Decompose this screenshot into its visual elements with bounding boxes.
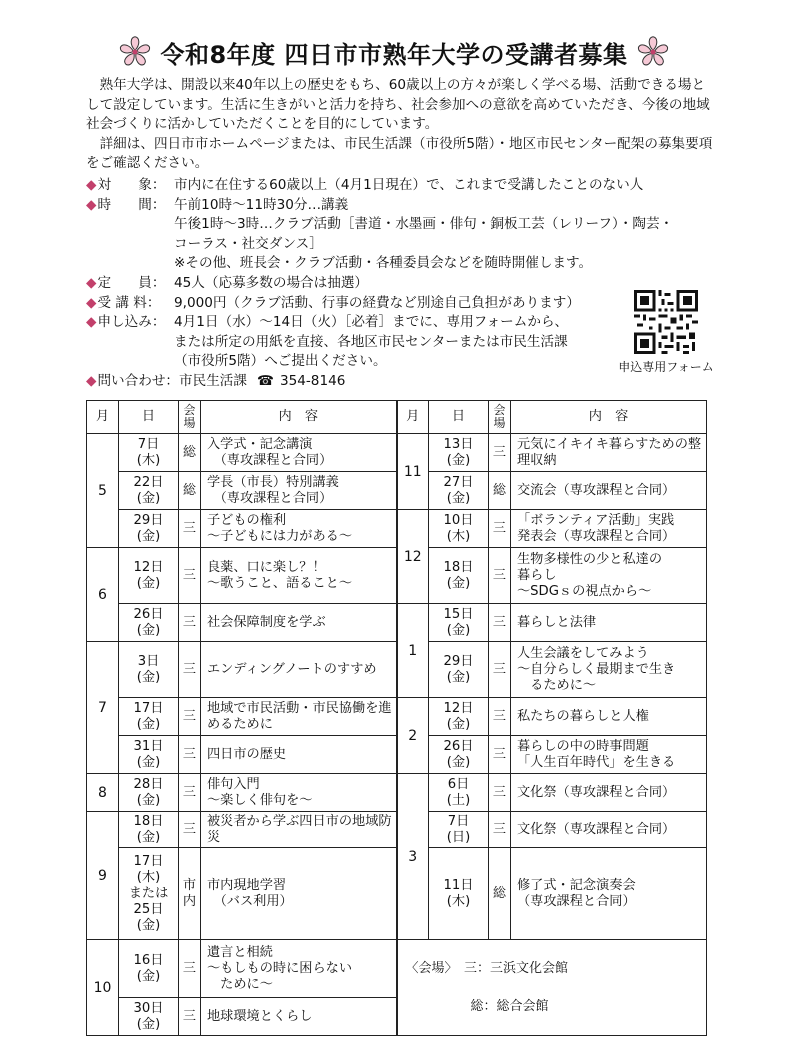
table-row: 5 7日 (木) 総 入学式・記念講演 （専攻課程と合同） 11 13日 (金) 三 元気にイキイキ暮らすための整理収納: [87, 434, 707, 472]
table-row: 31日 (金) 三 四日市の歴史 26日 (金) 三 暮らしの中の時事問題 「人生百年時代」を生きる: [87, 736, 707, 774]
diamond-icon: ◆: [86, 294, 97, 311]
table-row: 30日 (金) 三 地球環境とくらし: [87, 998, 707, 1036]
info-block: ◆ 対 象： 市内に在住する60歳以上（4月1日現在）で、これまで受講したことのない人 ◆ 時 間： 午前10時～11時30分…講義 午後1時～3時…クラブ活動［書道・水墨画・俳句・銅板工芸（レリーフ）・陶芸・ コーラス・社交ダンス］ ※その他、班長会・クラブ活動・各種委員会などを随時開催します。 ◆ 定 員： 45人（応募多数の場合は抽選） ◆ 受 講 料： 9,000円（クラブ活動、行事の経費など別途自己負担があります） ◆ 申し込み： 4月1日（水）～14日（火）［必着］までに、専用フォームから、 または所定の用紙を直接、各地区市民センターまたは市民生活課 （市役所5階）へご提出ください。 ◆ 問い合わせ： 市民生活課 ☎ 354-8146: [86, 176, 726, 392]
sakura-icon: [118, 35, 152, 69]
table-row: 17日 (木) または 25日 (金) 市 内 市内現地学習 （バス利用） 11日 (木) 総 修了式・記念演奏会 （専攻課程と合同）: [87, 848, 707, 940]
table-row: 7 3日 (金) 三 エンディングノートのすすめ 29日 (金) 三 人生会議をしてみよう ～自分らしく最期まで生き るために～: [87, 642, 707, 698]
table-row: 29日 (金) 三 子どもの権利 ～子どもには力がある～ 12 10日 (木) 三 「ボランティア活動」実践 発表会（専攻課程と合同）: [87, 510, 707, 548]
info-capacity: ◆ 定 員： 45人（応募多数の場合は抽選）: [86, 274, 726, 294]
venue-legend: 〈会場〉 三：三浜文化会館 総：総合会館: [397, 940, 707, 1036]
table-row: 9 18日 (金) 三 被災者から学ぶ四日市の地域防災 7日 (日) 三 文化祭（専攻課程と合同）: [87, 812, 707, 848]
table-row: 17日 (金) 三 地域で市民活動・市民協働を進めるために 2 12日 (金) 三 私たちの暮らしと人権: [87, 698, 707, 736]
table-row: 26日 (金) 三 社会保障制度を学ぶ 1 15日 (金) 三 暮らしと法律: [87, 604, 707, 642]
diamond-icon: ◆: [86, 177, 97, 193]
title-row: [0, 32, 788, 72]
info-target: ◆ 対 象： 市内に在住する60歳以上（4月1日現在）で、これまで受講したことのない人: [86, 176, 726, 196]
intro-paragraph: 熟年大学は、開設以来40年以上の歴史をもち、60歳以上の方々が楽しく学べる場、活動できる場として設定しています。生活に生きがいと活力を持ち、社会参加への意欲を高めていただき、今後の地域社会づくりに活かしていただくことを目的にしています。: [86, 77, 710, 133]
info-time: ◆ 時 間： 午前10時～11時30分…講義: [86, 196, 726, 216]
info-apply: ◆ 申し込み： 4月1日（水）～14日（火）［必着］までに、専用フォームから、: [86, 313, 726, 333]
info-fee: ◆ 受 講 料： 9,000円（クラブ活動、行事の経費など別途自己負担があります）: [86, 294, 726, 314]
qr-code[interactable]: [634, 290, 698, 354]
diamond-icon: ◆: [86, 274, 97, 291]
schedule-table: [86, 400, 707, 1036]
table-row: 6 12日 (金) 三 良薬、口に楽し？！ ～歌うこと、語ること～ 18日 (金) 三 生物多様性の少と私達の 暮らし ～SDGｓの視点から～: [87, 548, 707, 604]
table-header-row: 月 日 会場 内 容 月 日 会場 内 容: [87, 401, 707, 434]
diamond-icon: ◆: [86, 314, 97, 331]
qr-caption: 申込専用フォーム: [618, 360, 714, 374]
table-row: 10 16日 (金) 三 遺言と相続 ～もしもの時に困らない ために～ 〈会場〉 三：三浜文化会館 総：総合会館: [87, 940, 707, 998]
page-title: 令和8年度 四日市市熟年大学の受講者募集: [160, 40, 628, 69]
diamond-icon: ◆: [86, 196, 97, 213]
sakura-icon: [636, 35, 670, 69]
table-row: 22日 (金) 総 学長（市長）特別講義 （専攻課程と合同） 27日 (金) 総 交流会（専攻課程と合同）: [87, 472, 707, 510]
intro-paragraph: 詳細は、四日市市ホームページまたは、市民生活課（市役所5階）・地区市民センター配架の募集要項をご確認ください。: [86, 135, 713, 172]
table-row: 8 28日 (金) 三 俳句入門 ～楽しく俳句を～ 3 6日 (土) 三 文化祭（専攻課程と合同）: [87, 774, 707, 812]
info-contact: ◆ 問い合わせ： 市民生活課 ☎ 354-8146: [86, 372, 726, 392]
intro-text: [86, 76, 714, 174]
diamond-icon: ◆: [86, 372, 97, 389]
phone-icon: ☎: [257, 372, 274, 389]
